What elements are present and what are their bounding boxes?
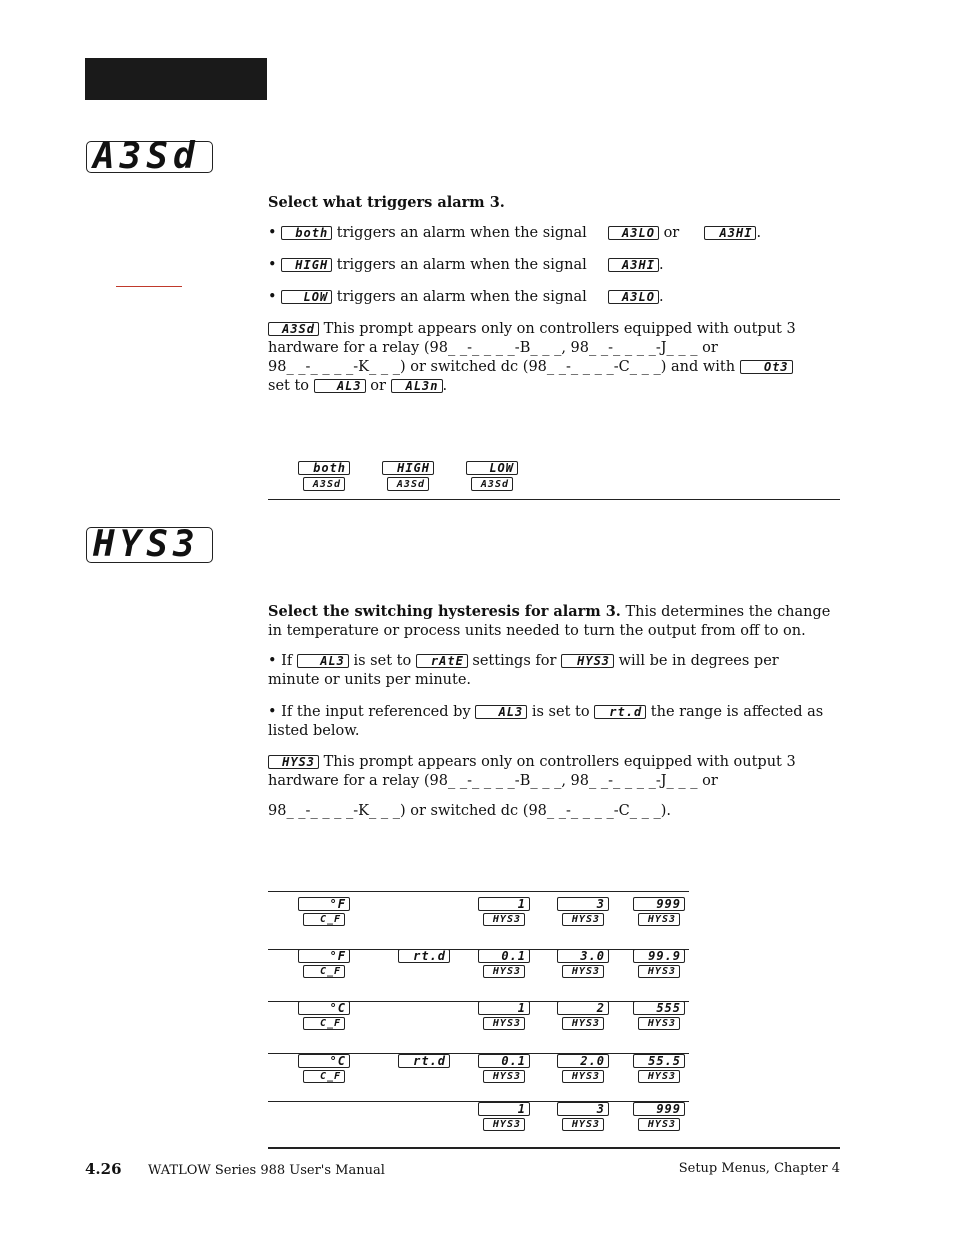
red-rule: [116, 286, 182, 287]
text: • If the input referenced by: [268, 704, 471, 720]
unit-label: C_F: [303, 1070, 345, 1083]
manual-title: WATLOW Series 988 User's Manual: [148, 1163, 385, 1178]
value-code: 3.0: [557, 949, 609, 963]
value-code: 55.5: [633, 1054, 685, 1068]
value-label: HYS3: [483, 913, 525, 926]
value-label: HYS3: [638, 1070, 680, 1083]
value-code: 3: [557, 897, 609, 911]
section1-note: [268, 320, 843, 396]
value-label: HYS3: [483, 1118, 525, 1131]
heading-line2: in temperature or process units needed to turn the output from off to on.: [268, 623, 806, 639]
value-label: HYS3: [483, 1017, 525, 1030]
option-top: HIGH: [382, 461, 434, 475]
value-code: 1: [478, 1102, 530, 1116]
option-bottom: A3Sd: [303, 477, 345, 491]
section2-note: [268, 753, 843, 821]
unit-label: C_F: [303, 1017, 345, 1030]
unit-code: °F: [298, 897, 350, 911]
table-rule: [268, 891, 689, 892]
note-line: hardware for a relay (98_ _-_ _ _ _-B_ _ _, 98_ _-_ _ _ _-J_ _ _ or: [268, 340, 718, 356]
bullet-text: triggers an alarm when the signal: [336, 289, 587, 305]
text: the range is affected as: [650, 704, 824, 720]
text: settings for: [472, 653, 557, 669]
unit-label: C_F: [303, 913, 345, 926]
period: .: [658, 257, 664, 273]
al3n-code: AL3n: [391, 379, 443, 393]
bullet-both: • both triggers an alarm when the signal A3LO or A3HI .: [268, 225, 762, 241]
option-both: [298, 461, 350, 491]
period: .: [756, 225, 762, 241]
footer-rule: [268, 1147, 840, 1149]
unit-code: °F: [298, 949, 350, 963]
a3sd-code: A3Sd: [268, 322, 319, 336]
value-code: 1: [478, 897, 530, 911]
option-high: [382, 461, 434, 491]
a3lo-code: A3LO: [608, 226, 659, 240]
heading-bold: Select the switching hysteresis for alarm 3.: [268, 603, 621, 620]
value-label: HYS3: [562, 1017, 604, 1030]
text: is set to: [531, 704, 590, 720]
option-bottom: A3Sd: [387, 477, 429, 491]
option-top: both: [298, 461, 350, 475]
note-line: 98_ _-_ _ _ _-K_ _ _) or switched dc (98_ _-_ _ _ _-C_ _ _).: [268, 803, 671, 819]
bullet-rate: [268, 652, 843, 690]
text: listed below.: [268, 723, 360, 739]
section1-heading: Select what triggers alarm 3.: [268, 194, 505, 211]
a3sd-display: A3Sd: [86, 141, 213, 173]
hys3-display: HYS3: [86, 527, 213, 563]
value-code: 0.1: [478, 949, 530, 963]
bullet-high: • HIGH triggers an alarm when the signal A3HI .: [268, 257, 664, 273]
value-label: HYS3: [638, 913, 680, 926]
period: .: [658, 289, 664, 305]
note-line: set to: [268, 378, 310, 394]
section2-heading: [268, 602, 843, 641]
note-line: This prompt appears only on controllers equipped with output 3: [323, 754, 796, 770]
value-label: HYS3: [638, 1118, 680, 1131]
chapter-label: Setup Menus, Chapter 4: [678, 1161, 840, 1176]
input-code: rt.d: [398, 1054, 450, 1068]
header-bar: [85, 58, 267, 100]
table-row: [268, 1001, 689, 1054]
table-row: [268, 1054, 689, 1102]
value-code: 99.9: [633, 949, 685, 963]
value-code: 2.0: [557, 1054, 609, 1068]
value-label: HYS3: [562, 1118, 604, 1131]
high-code: HIGH: [281, 258, 332, 272]
a3hi-code: A3HI: [704, 226, 756, 240]
table-row: [268, 897, 689, 950]
value-label: HYS3: [562, 965, 604, 978]
al3-code: AL3: [475, 705, 527, 719]
rtd-code: rt.d: [594, 705, 646, 719]
low-code: LOW: [281, 290, 332, 304]
or-text: or: [370, 378, 386, 394]
unit-label: C_F: [303, 965, 345, 978]
heading-rest: This determines the change: [625, 604, 831, 620]
value-label: HYS3: [562, 1070, 604, 1083]
option-bottom: A3Sd: [471, 477, 513, 491]
value-code: 2: [557, 1001, 609, 1015]
value-code: 3: [557, 1102, 609, 1116]
or-text: or: [663, 225, 680, 241]
section-divider: [268, 499, 840, 500]
value-code: 555: [633, 1001, 685, 1015]
value-code: 999: [633, 1102, 685, 1116]
option-low: [466, 461, 518, 491]
option-top: LOW: [466, 461, 518, 475]
a3hi-code: A3HI: [608, 258, 659, 272]
hys3-code: HYS3: [268, 755, 319, 769]
period: .: [442, 378, 448, 394]
note-line: hardware for a relay (98_ _-_ _ _ _-B_ _ _, 98_ _-_ _ _ _-J_ _ _ or: [268, 773, 718, 789]
a3lo-code: A3LO: [608, 290, 659, 304]
text: minute or units per minute.: [268, 672, 472, 688]
rate-code: rAtE: [416, 654, 468, 668]
unit-code: °C: [298, 1054, 350, 1068]
value-label: HYS3: [562, 913, 604, 926]
value-code: 999: [633, 897, 685, 911]
both-code: both: [281, 226, 332, 240]
bullet-rtd: [268, 703, 843, 741]
bullet-text: triggers an alarm when the signal: [336, 225, 587, 241]
value-label: HYS3: [483, 1070, 525, 1083]
ot3-code: Ot3: [740, 360, 793, 374]
table-row: [268, 949, 689, 1002]
note-line: 98_ _-_ _ _ _-K_ _ _) or switched dc (98_ _-_ _ _ _-C_ _ _) and with: [268, 359, 736, 375]
page-number: 4.26: [85, 1160, 122, 1178]
value-code: 0.1: [478, 1054, 530, 1068]
bullet-low: • LOW triggers an alarm when the signal A3LO .: [268, 289, 664, 305]
al3-code: AL3: [297, 654, 349, 668]
value-label: HYS3: [638, 1017, 680, 1030]
input-code: rt.d: [398, 949, 450, 963]
al3-code: AL3: [314, 379, 366, 393]
value-code: 1: [478, 1001, 530, 1015]
text: is set to: [353, 653, 412, 669]
table-row: [268, 1102, 689, 1147]
value-label: HYS3: [483, 965, 525, 978]
hys3-code: HYS3: [561, 654, 614, 668]
text: • If: [268, 653, 293, 669]
note-line: This prompt appears only on controllers equipped with output 3: [323, 321, 796, 337]
bullet-text: triggers an alarm when the signal: [336, 257, 587, 273]
unit-code: °C: [298, 1001, 350, 1015]
text: will be in degrees per: [618, 653, 779, 669]
value-label: HYS3: [638, 965, 680, 978]
